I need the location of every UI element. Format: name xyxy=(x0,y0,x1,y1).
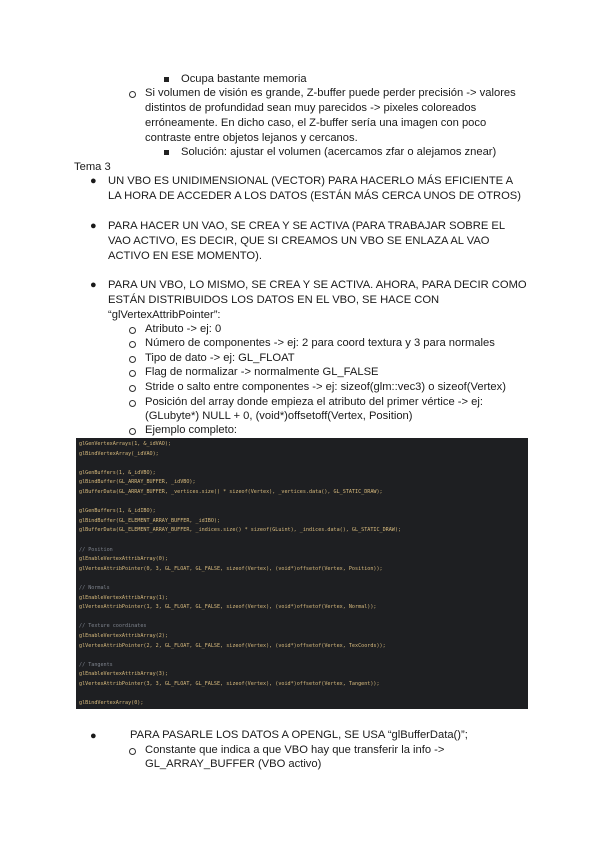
circle-bullet-icon xyxy=(129,356,136,363)
list-item-solucion: Solución: ajustar el volumen (acercamos zfar o alejamos znear) xyxy=(181,146,497,158)
subitem-atributo: Atributo -> ej: 0 xyxy=(145,323,222,335)
code-line: // Position xyxy=(79,546,113,553)
code-line: glEnableVertexAttribArray(1); xyxy=(79,594,168,601)
subitem-constante-line-1: Constante que indica a que VBO hay que transferir la info -> xyxy=(145,744,445,756)
dot-bullet-icon: ● xyxy=(90,730,97,742)
code-line: glBindVertexArray(0); xyxy=(79,700,144,707)
code-line: glBindBuffer(GL_ELEMENT_ARRAY_BUFFER, _idIBO); xyxy=(79,517,221,524)
circle-bullet-icon xyxy=(129,385,136,392)
subitem-stride: Stride o salto entre componentes -> ej: sizeof(glm::vec3) o sizeof(Vertex) xyxy=(145,381,506,393)
bullet-vbo2-line-2: ESTÁN DISTRIBUIDOS LOS DATOS EN EL VBO, SE HACE CON xyxy=(108,294,440,306)
list-item-memoria: Ocupa bastante memoria xyxy=(181,73,307,85)
subitem-constante-line-2: GL_ARRAY_BUFFER (VBO activo) xyxy=(145,758,322,770)
code-line: glBindBuffer(GL_ARRAY_BUFFER, _idVBO); xyxy=(79,479,196,486)
subitem-posicion: Posición del array donde empieza el atributo del primer vértice -> ej: xyxy=(145,396,483,408)
square-bullet-icon xyxy=(164,150,169,155)
code-line: glGenBuffers(1, &_idVBO); xyxy=(79,469,156,476)
bullet-vbo-line-1: UN VBO ES UNIDIMENSIONAL (VECTOR) PARA HACERLO MÁS EFICIENTE A xyxy=(108,175,514,187)
code-line: // Texture coordinates xyxy=(79,623,147,630)
circle-bullet-icon xyxy=(129,327,136,334)
bullet-vao-line-2: VAO ACTIVO, ES DECIR, QUE SI CREAMOS UN VBO SE ENLAZA AL VAO xyxy=(108,235,490,247)
list-item-volumen-line-2: distintos de profundidad sean muy parecidos -> pixeles coloreados xyxy=(145,102,477,114)
list-item-volumen-line-3: erróneamente. En dicho caso, el Z-buffer sería una imagen con poco xyxy=(145,117,487,129)
circle-bullet-icon xyxy=(129,428,136,435)
subitem-ejemplo: Ejemplo completo: xyxy=(145,424,238,436)
subitem-normalizar: Flag de normalizar -> normalmente GL_FALSE xyxy=(145,366,379,378)
code-line: glEnableVertexAttribArray(3); xyxy=(79,671,168,678)
bullet-vbo-line-2: LA HORA DE ACCEDER A LOS DATOS (ESTÁN MÁS CERCA UNOS DE OTROS) xyxy=(108,190,521,202)
code-line: // Tangents xyxy=(79,661,113,668)
dot-bullet-icon: ● xyxy=(90,279,97,291)
circle-bullet-icon xyxy=(129,341,136,348)
code-line: glBufferData(GL_ELEMENT_ARRAY_BUFFER, _indices.size() * sizeof(GLuint), _indices.data(), GL_STATIC_DRAW); xyxy=(79,527,402,534)
circle-bullet-icon xyxy=(129,91,136,98)
code-line: glGenVertexArrays(1, &_idVAO); xyxy=(79,441,172,447)
bullet-vbo2-line-1: PARA UN VBO, LO MISMO, SE CREA Y SE ACTIVA. AHORA, PARA DECIR COMO xyxy=(108,279,527,291)
bullet-vao-line-3: ACTIVO EN ESE MOMENTO). xyxy=(108,250,262,262)
circle-bullet-icon xyxy=(129,370,136,377)
code-screenshot xyxy=(76,438,528,709)
subitem-tipo: Tipo de dato -> ej: GL_FLOAT xyxy=(145,352,295,364)
code-line: glBufferData(GL_ARRAY_BUFFER, _vertices.size() * sizeof(Vertex), _vertices.data(), GL_STATIC_DRAW); xyxy=(79,489,383,495)
bullet-vbo2-line-3: “glVertexAttribPointer”: xyxy=(108,309,221,321)
code-line: // Normals xyxy=(79,585,110,591)
code-line: glGenBuffers(1, &_idIBO); xyxy=(79,508,156,515)
square-bullet-icon xyxy=(164,77,169,82)
subitem-componentes: Número de componentes -> ej: 2 para coord textura y 3 para normales xyxy=(145,337,495,349)
code-line: glBindVertexArray(_idVAO); xyxy=(79,450,159,457)
code-line: glEnableVertexAttribArray(0); xyxy=(79,556,168,563)
dot-bullet-icon: ● xyxy=(90,220,97,232)
circle-bullet-icon xyxy=(129,400,136,407)
code-line: glVertexAttribPointer(1, 3, GL_FLOAT, GL_FALSE, sizeof(Vertex), (void*)offsetof(Vertex, Normal)); xyxy=(79,604,377,611)
subitem-posicion-cont: (GLubyte*) NULL + 0, (void*)offsetoff(Vertex, Position) xyxy=(145,410,413,422)
code-line: glEnableVertexAttribArray(2); xyxy=(79,633,168,639)
circle-bullet-icon xyxy=(129,748,136,755)
code-line: glVertexAttribPointer(0, 3, GL_FLOAT, GL_FALSE, sizeof(Vertex), (void*)offsetof(Vertex, Position)); xyxy=(79,565,383,572)
list-item-volumen-line-1: Si volumen de visión es grande, Z-buffer puede perder precisión -> valores xyxy=(145,87,516,99)
code-line: glVertexAttribPointer(2, 2, GL_FLOAT, GL_FALSE, sizeof(Vertex), (void*)offsetof(Vertex, TexCoords)); xyxy=(79,642,386,649)
code-line: glVertexAttribPointer(3, 3, GL_FLOAT, GL_FALSE, sizeof(Vertex), (void*)offsetof(Vertex, Tangent)); xyxy=(79,681,380,687)
bullet-vao-line-1: PARA HACER UN VAO, SE CREA Y SE ACTIVA (PARA TRABAJAR SOBRE EL xyxy=(108,220,506,232)
dot-bullet-icon: ● xyxy=(90,175,97,187)
list-item-volumen-line-4: contraste entre objetos lejanos y cercanos. xyxy=(145,132,358,144)
bullet-bufferdata: PARA PASARLE LOS DATOS A OPENGL, SE USA “glBufferData()”; xyxy=(130,729,468,741)
section-heading: Tema 3 xyxy=(74,161,111,173)
